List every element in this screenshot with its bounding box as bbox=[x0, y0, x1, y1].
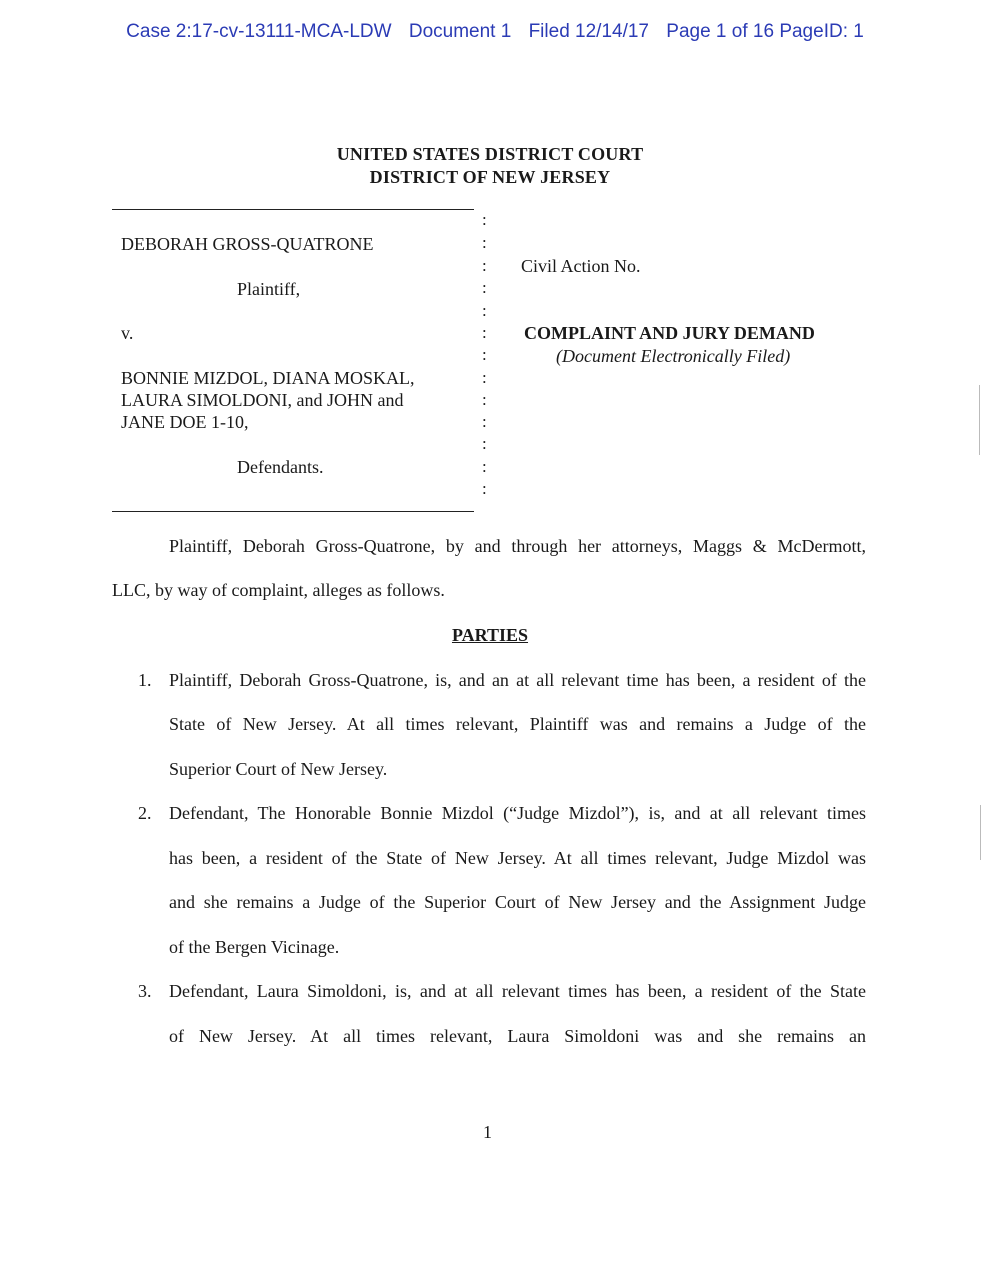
paragraph-line: of the Bergen Vicinage. bbox=[169, 937, 340, 957]
caption-colon: : bbox=[482, 278, 487, 297]
caption-colon: : bbox=[482, 345, 487, 364]
defendants-line: LAURA SIMOLDONI, and JOHN and bbox=[121, 390, 404, 410]
court-district: DISTRICT OF NEW JERSEY bbox=[369, 167, 611, 187]
caption-bottom-rule bbox=[112, 511, 474, 512]
civil-action-number: Civil Action No. bbox=[521, 256, 641, 276]
paragraph-number: 1. bbox=[138, 670, 152, 690]
versus: v. bbox=[121, 323, 134, 343]
section-heading: PARTIES bbox=[451, 625, 529, 645]
caption-colon: : bbox=[482, 457, 487, 476]
caption-colon: : bbox=[482, 479, 487, 498]
filing-note: (Document Electronically Filed) bbox=[556, 346, 791, 366]
caption-colon: : bbox=[482, 368, 487, 387]
caption-colon: : bbox=[482, 233, 487, 252]
defendants-line: JANE DOE 1-10, bbox=[121, 412, 249, 432]
defendants-line: BONNIE MIZDOL, DIANA MOSKAL, bbox=[121, 368, 415, 388]
filing-stamp bbox=[0, 21, 990, 43]
paragraph-line: Defendant, The Honorable Bonnie Mizdol (“Judge Mizdol”), is, and at all relevant times bbox=[169, 803, 866, 823]
paragraph-number: 2. bbox=[138, 803, 152, 823]
caption-colon: : bbox=[482, 390, 487, 409]
caption-colon: : bbox=[482, 301, 487, 320]
intro-line: Plaintiff, Deborah Gross-Quatrone, by and through her attorneys, Maggs & McDermott, bbox=[169, 536, 866, 556]
plaintiff-name: DEBORAH GROSS-QUATRONE bbox=[121, 234, 374, 254]
stamp-page-id: Page 1 of 16 PageID: 1 bbox=[666, 21, 864, 42]
stamp-filed-date: Filed 12/14/17 bbox=[528, 21, 649, 42]
scan-artifact bbox=[979, 385, 980, 455]
caption-colon: : bbox=[482, 434, 487, 453]
caption-colon: : bbox=[482, 412, 487, 431]
paragraph-line: Superior Court of New Jersey. bbox=[169, 759, 388, 779]
caption-colon: : bbox=[482, 210, 487, 229]
caption-colon: : bbox=[482, 323, 487, 342]
scan-artifact bbox=[980, 805, 981, 860]
stamp-case-number: Case 2:17-cv-13111-MCA-LDW bbox=[126, 21, 392, 42]
paragraph-line: Defendant, Laura Simoldoni, is, and at all relevant times has been, a resident of the State bbox=[169, 981, 866, 1001]
paragraph-line: of New Jersey. At all times relevant, Laura Simoldoni was and she remains an bbox=[169, 1026, 866, 1046]
paragraph-line: State of New Jersey. At all times relevant, Plaintiff was and remains a Judge of the bbox=[169, 714, 866, 734]
defendants-label: Defendants. bbox=[237, 457, 324, 477]
paragraph-number: 3. bbox=[138, 981, 152, 1001]
page-number: 1 bbox=[483, 1122, 492, 1142]
paragraph-line: Plaintiff, Deborah Gross-Quatrone, is, and an at all relevant time has been, a resident of the bbox=[169, 670, 866, 690]
paragraph-line: has been, a resident of the State of New Jersey. At all times relevant, Judge Mizdol was bbox=[169, 848, 866, 868]
stamp-document: Document 1 bbox=[408, 21, 512, 42]
paragraph-line: and she remains a Judge of the Superior Court of New Jersey and the Assignment Judge bbox=[169, 892, 866, 912]
court-name: UNITED STATES DISTRICT COURT bbox=[336, 144, 644, 164]
caption-colon: : bbox=[482, 256, 487, 275]
caption-top-rule bbox=[112, 209, 474, 210]
plaintiff-label: Plaintiff, bbox=[237, 279, 301, 299]
complaint-title: COMPLAINT AND JURY DEMAND bbox=[524, 323, 815, 343]
intro-line: LLC, by way of complaint, alleges as follows. bbox=[112, 580, 445, 600]
